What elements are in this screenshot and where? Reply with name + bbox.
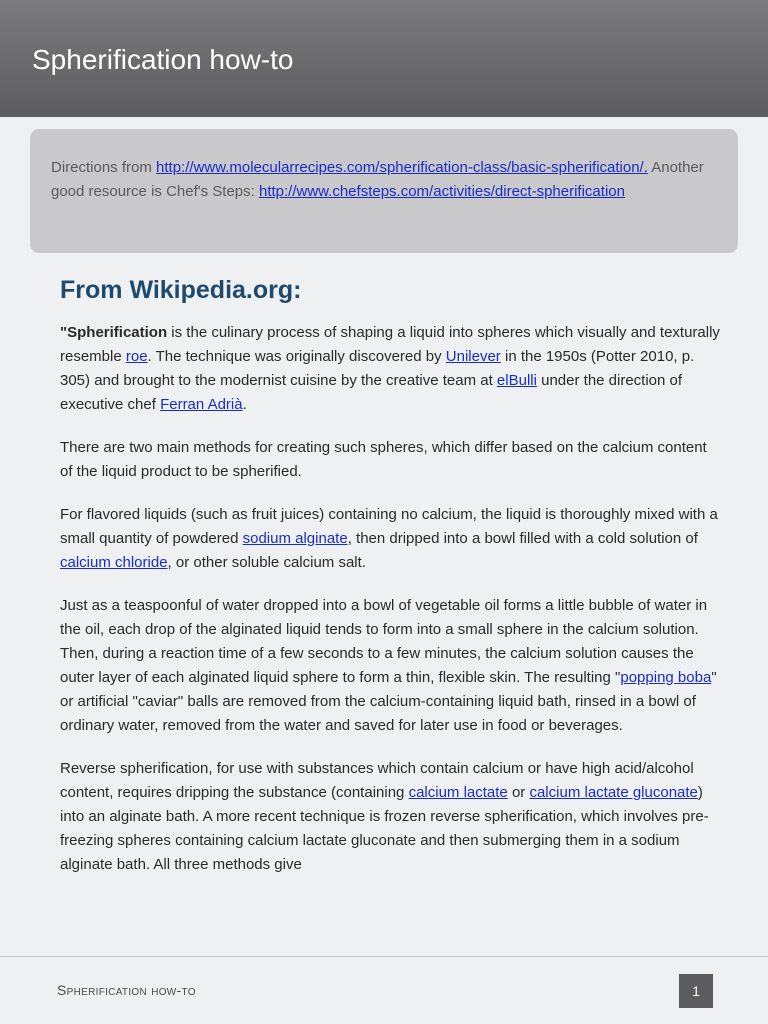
text-segment: . (242, 396, 247, 413)
molecularrecipes-link[interactable]: http://www.molecularrecipes.com/spherification-class/basic-spherification/. (156, 159, 648, 176)
link-elbulli[interactable]: elBulli (496, 372, 537, 389)
text-segment: . The technique was originally discovered by (147, 348, 446, 365)
text-segment: or (507, 784, 530, 801)
text-segment: , then dripped into a bowl filled with a cold solution of (347, 530, 698, 547)
link-calcium-chloride[interactable]: calcium chloride (60, 554, 168, 571)
text-segment: Just as a teaspoonful of water dropped into a bowl of vegetable oil forms a little bubble of water in the oil, each drop of the alginated liquid tends to form into a small sphere in the calcium solution. Then, during a reaction time of a few seconds to a few minutes, the calcium solution causes the outer layer of each alginated liquid sphere to form a thin, flexible skin. The resulting " (60, 597, 708, 686)
paragraph-methods: There are two main methods for creating such spheres, which differ based on the calcium content of the liquid product to be spherified. (60, 439, 707, 480)
footer-title: Spherification how-to (57, 982, 196, 998)
article-content (60, 270, 720, 896)
text-segment: " or artificial "caviar" balls are removed from the calcium-containing liquid bath, rinsed in a bowl of ordinary water, removed from the water and saved for later use in food or beverages. (60, 669, 717, 734)
footer-divider (0, 956, 768, 957)
chefsteps-link[interactable]: http://www.chefsteps.com/activities/direct-spherification (258, 183, 625, 200)
link-ferran-adria[interactable]: Ferran Adrià (160, 396, 243, 413)
text-segment: ) into an alginate bath. A more recent technique is frozen reverse spherification, which involves pre-freezing spheres containing calcium lactate gluconate and then submerging them in a sodium alginate bath. All three methods give (60, 784, 709, 873)
section-heading: From Wikipedia.org: (60, 276, 302, 304)
text-segment: For flavored liquids (such as fruit juices) containing no calcium, the liquid is thoroughly mixed with a small quantity of powdered (60, 506, 718, 547)
paragraph-process (60, 594, 720, 738)
page-header (0, 0, 768, 117)
paragraph-reverse-spherification (60, 757, 720, 877)
directions-text (51, 156, 721, 204)
link-calcium-lactate[interactable]: calcium lactate (408, 784, 508, 801)
quote-mark: " (60, 324, 68, 341)
directions-prefix: Directions from (51, 159, 157, 176)
page-number: 1 (679, 974, 713, 1008)
link-popping-boba[interactable]: popping boba (620, 669, 712, 686)
page-title: Spherification how-to (32, 44, 294, 75)
paragraph-definition (60, 321, 720, 417)
link-roe[interactable]: roe (125, 348, 148, 365)
text-segment: Reverse spherification, for use with substances which contain calcium or have high acid/alcohol content, requires dripping the substance (containing (60, 760, 694, 801)
directions-note (30, 129, 738, 253)
paragraph-basic-spherification (60, 503, 720, 575)
text-segment: is the culinary process of shaping a liquid into spheres which visually and texturally resemble (60, 324, 720, 365)
link-unilever[interactable]: Unilever (445, 348, 501, 365)
text-segment: in the 1950s (Potter 2010, p. 305) and brought to the modernist cuisine by the creative team at (60, 348, 695, 389)
text-segment: under the direction of executive chef (60, 372, 683, 413)
link-calcium-lactate-gluconate[interactable]: calcium lactate gluconate (529, 784, 698, 801)
text-segment: , or other soluble calcium salt. (167, 554, 366, 571)
link-sodium-alginate[interactable]: sodium alginate (242, 530, 348, 547)
term-spherification: Spherification (67, 324, 168, 341)
directions-middle: Another good resource is Chef's Steps: (51, 159, 704, 200)
